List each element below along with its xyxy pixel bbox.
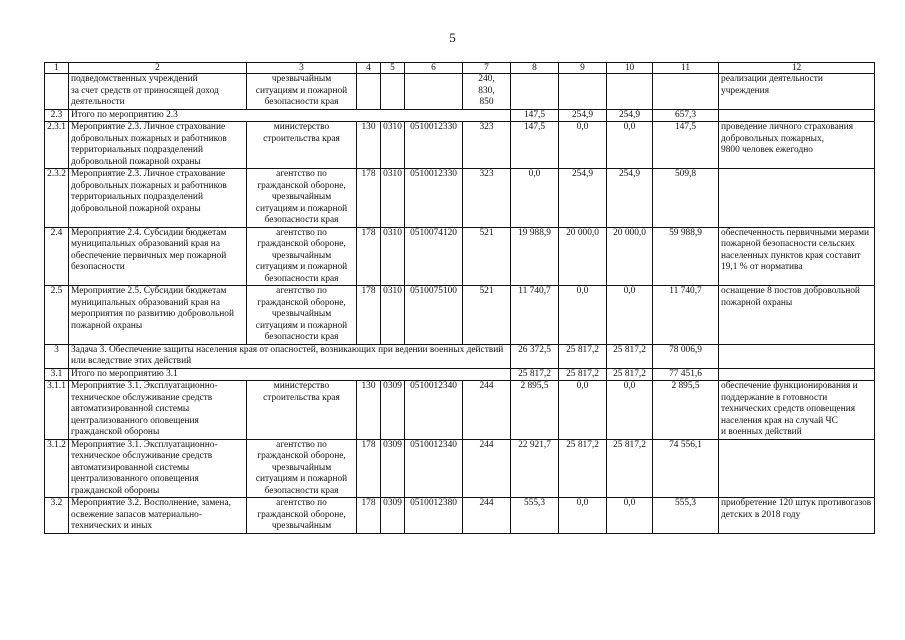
amount-year-3: 254,9: [607, 109, 653, 122]
measure-name: Мероприятие 2.5. Субсидии бюджетам муниципальных образований края на мероприятия по развитию добровольной пожарной охраны: [69, 286, 247, 345]
expected-result: обеспечение функционирования и поддержание в готовности технических средств оповещения населения края на случай ЧС и военных действий: [719, 381, 875, 440]
amount-year-1: 11 740,7: [511, 286, 559, 345]
code-grbs: 178: [357, 286, 381, 345]
code-expense-type: 244: [463, 381, 511, 440]
amount-total: [653, 74, 719, 110]
amount-year-3: 0,0: [607, 122, 653, 169]
budget-table: [44, 62, 875, 534]
measure-name: Мероприятие 2.3. Личное страхование добровольных пожарных и работников территориальных подразделений добровольной пожарной охраны: [69, 169, 247, 228]
amount-year-1: [511, 74, 559, 110]
code-grbs: 178: [357, 439, 381, 498]
measure-name: подведомственных учреждений за счет средств от приносящей доход деятельности: [69, 74, 247, 110]
code-grbs: 130: [357, 381, 381, 440]
measure-name: Мероприятие 2.3. Личное страхование добровольных пожарных и работников территориальных подразделений добровольной пожарной охраны: [69, 122, 247, 169]
code-section: 0310: [381, 169, 405, 228]
code-grbs: 178: [357, 227, 381, 286]
code-target: 0510012330: [405, 122, 463, 169]
amount-year-3: 254,9: [607, 169, 653, 228]
row-number: 3.2: [45, 498, 69, 534]
amount-year-2: 0,0: [559, 498, 607, 534]
row-number: 2.3.1: [45, 122, 69, 169]
code-target: 0510012340: [405, 439, 463, 498]
measure-name: Итого по мероприятию 2.3: [69, 109, 511, 122]
amount-total: 77 451,6: [653, 368, 719, 381]
header-cell: 12: [719, 63, 875, 74]
row-number: 3: [45, 344, 69, 368]
code-target: 0510074120: [405, 227, 463, 286]
code-expense-type: 244: [463, 498, 511, 534]
code-target: [405, 74, 463, 110]
task-title: Задача 3. Обеспечение защиты населения края от опасностей, возникающих при ведении военных действий или вследствие этих действий: [69, 344, 511, 368]
code-section: 0309: [381, 439, 405, 498]
expected-result: проведение личного страхования добровольных пожарных, 9800 человек ежегодно: [719, 122, 875, 169]
amount-year-1: 555,3: [511, 498, 559, 534]
responsible-body: министерство строительства края: [247, 381, 357, 440]
table-row: [45, 74, 875, 110]
header-cell: 3: [247, 63, 357, 74]
measure-name: Итого по мероприятию 3.1: [69, 368, 511, 381]
code-expense-type: 244: [463, 439, 511, 498]
row-number: [45, 74, 69, 110]
amount-year-2: [559, 74, 607, 110]
amount-year-2: 254,9: [559, 109, 607, 122]
amount-year-3: 25 817,2: [607, 439, 653, 498]
code-grbs: 178: [357, 169, 381, 228]
row-number: 2.4: [45, 227, 69, 286]
amount-total: 147,5: [653, 122, 719, 169]
code-section: 0309: [381, 381, 405, 440]
amount-total: 657,3: [653, 109, 719, 122]
amount-total: 74 556,1: [653, 439, 719, 498]
amount-total: 59 988,9: [653, 227, 719, 286]
measure-name: Мероприятие 2.4. Субсидии бюджетам муниципальных образований края на обеспечение первичных мер пожарной безопасности: [69, 227, 247, 286]
row-number: 2.5: [45, 286, 69, 345]
amount-year-2: 254,9: [559, 169, 607, 228]
amount-year-3: 0,0: [607, 381, 653, 440]
amount-year-3: [607, 74, 653, 110]
code-target: 0510012330: [405, 169, 463, 228]
amount-year-1: 25 817,2: [511, 368, 559, 381]
expected-result: [719, 439, 875, 498]
expected-result: оснащение 8 постов добровольной пожарной охраны: [719, 286, 875, 345]
header-cell: 8: [511, 63, 559, 74]
amount-year-3: 0,0: [607, 498, 653, 534]
amount-total: 11 740,7: [653, 286, 719, 345]
amount-year-2: 0,0: [559, 381, 607, 440]
amount-year-1: 147,5: [511, 109, 559, 122]
table-row: [45, 227, 875, 286]
code-section: 0310: [381, 286, 405, 345]
header-cell: 4: [357, 63, 381, 74]
table-row: [45, 344, 875, 368]
expected-result: [719, 368, 875, 381]
amount-year-3: 25 817,2: [607, 368, 653, 381]
amount-total: 555,3: [653, 498, 719, 534]
amount-year-2: 20 000,0: [559, 227, 607, 286]
header-cell: 7: [463, 63, 511, 74]
measure-name: Мероприятие 3.1. Эксплуатационно-техническое обслуживание средств автоматизированной системы централизованного оповещения гражданской обороны: [69, 381, 247, 440]
code-expense-type: 323: [463, 122, 511, 169]
expected-result: [719, 109, 875, 122]
header-cell: 2: [69, 63, 247, 74]
header-cell: 1: [45, 63, 69, 74]
table-row: [45, 439, 875, 498]
amount-total: 78 006,9: [653, 344, 719, 368]
amount-total: 2 895,5: [653, 381, 719, 440]
amount-year-2: 25 817,2: [559, 368, 607, 381]
header-cell: 5: [381, 63, 405, 74]
amount-year-1: 22 921,7: [511, 439, 559, 498]
amount-total: 509,8: [653, 169, 719, 228]
responsible-body: агентство по гражданской обороне, чрезвычайным ситуациям и пожарной безопасности края: [247, 286, 357, 345]
code-expense-type: 323: [463, 169, 511, 228]
table-row: [45, 381, 875, 440]
code-section: [381, 74, 405, 110]
amount-year-1: 147,5: [511, 122, 559, 169]
responsible-body: агентство по гражданской обороне, чрезвычайным ситуациям и пожарной безопасности края: [247, 439, 357, 498]
amount-year-1: 2 895,5: [511, 381, 559, 440]
row-number: 2.3: [45, 109, 69, 122]
table-row: [45, 122, 875, 169]
expected-result: [719, 344, 875, 368]
amount-year-1: 19 988,9: [511, 227, 559, 286]
responsible-body: агентство по гражданской обороне, чрезвычайным ситуациям и пожарной безопасности края: [247, 227, 357, 286]
table-row: [45, 109, 875, 122]
code-grbs: [357, 74, 381, 110]
expected-result: приобретение 120 штук противогазов детских в 2018 году: [719, 498, 875, 534]
code-expense-type: 240, 830, 850: [463, 74, 511, 110]
code-section: 0310: [381, 122, 405, 169]
table-row: [45, 286, 875, 345]
amount-year-3: 20 000,0: [607, 227, 653, 286]
responsible-body: агентство по гражданской обороне, чрезвычайным ситуациям и пожарной безопасности края: [247, 169, 357, 228]
amount-year-2: 0,0: [559, 286, 607, 345]
table-row: [45, 169, 875, 228]
row-number: 3.1.2: [45, 439, 69, 498]
code-target: 0510075100: [405, 286, 463, 345]
code-grbs: 130: [357, 122, 381, 169]
code-target: 0510012380: [405, 498, 463, 534]
row-number: 3.1: [45, 368, 69, 381]
responsible-body: чрезвычайным ситуациям и пожарной безопасности края: [247, 74, 357, 110]
amount-year-2: 0,0: [559, 122, 607, 169]
amount-year-1: 0,0: [511, 169, 559, 228]
amount-year-2: 25 817,2: [559, 439, 607, 498]
table-header-row: [45, 63, 875, 74]
row-number: 3.1.1: [45, 381, 69, 440]
code-target: 0510012340: [405, 381, 463, 440]
measure-name: Мероприятие 3.2. Восполнение, замена, освежение запасов материально-технических и иных: [69, 498, 247, 534]
responsible-body: министерство строительства края: [247, 122, 357, 169]
table-row: [45, 368, 875, 381]
row-number: 2.3.2: [45, 169, 69, 228]
header-cell: 10: [607, 63, 653, 74]
header-cell: 6: [405, 63, 463, 74]
expected-result: реализации деятельности учреждения: [719, 74, 875, 110]
amount-year-3: 25 817,2: [607, 344, 653, 368]
code-expense-type: 521: [463, 227, 511, 286]
expected-result: [719, 169, 875, 228]
amount-year-1: 26 372,5: [511, 344, 559, 368]
header-cell: 11: [653, 63, 719, 74]
measure-name: Мероприятие 3.1. Эксплуатационно-техническое обслуживание средств автоматизированной системы централизованного оповещения гражданской обороны: [69, 439, 247, 498]
header-cell: 9: [559, 63, 607, 74]
code-expense-type: 521: [463, 286, 511, 345]
expected-result: обеспеченность первичными мерами пожарной безопасности сельских населенных пунктов края составит 19,1 % от норматива: [719, 227, 875, 286]
table-row: [45, 498, 875, 534]
amount-year-3: 0,0: [607, 286, 653, 345]
amount-year-2: 25 817,2: [559, 344, 607, 368]
code-section: 0309: [381, 498, 405, 534]
code-grbs: 178: [357, 498, 381, 534]
responsible-body: агентство по гражданской обороне, чрезвычайным: [247, 498, 357, 534]
code-section: 0310: [381, 227, 405, 286]
page-number: 5: [449, 30, 456, 45]
